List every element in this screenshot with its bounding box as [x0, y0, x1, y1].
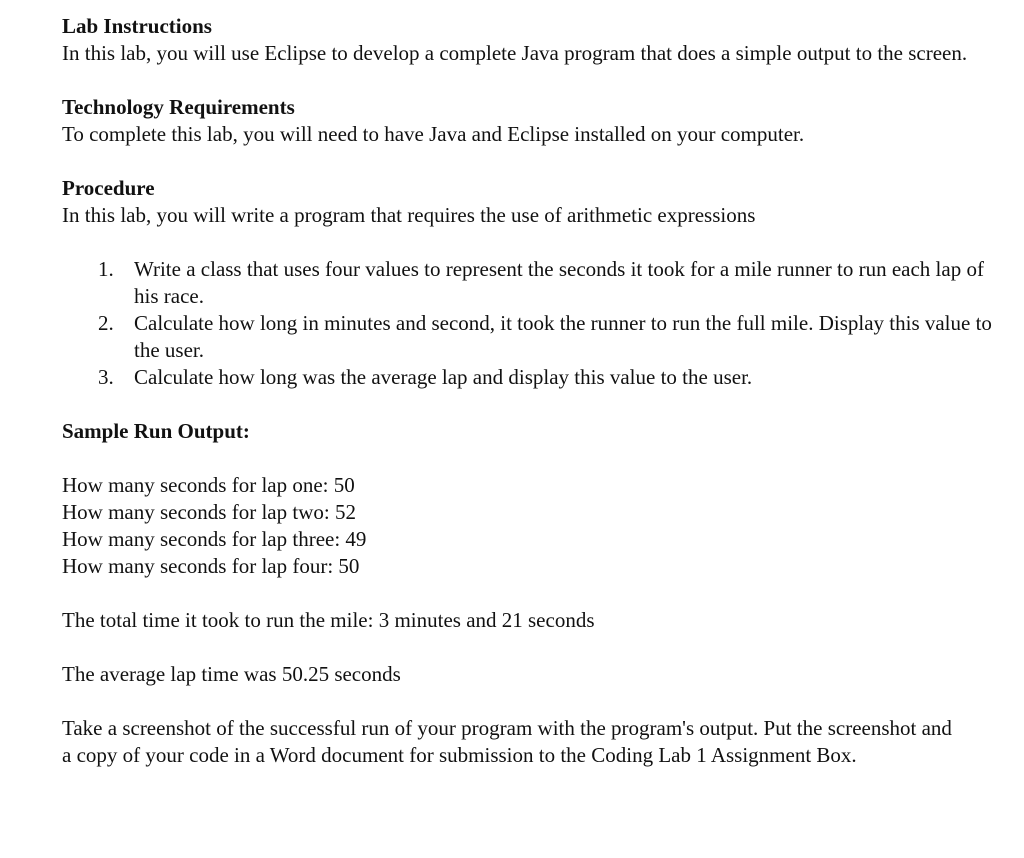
- sample-run-section: [62, 418, 1002, 688]
- technology-text: To complete this lab, you will need to have Java and Eclipse installed on your computer.: [62, 122, 805, 146]
- sample-run-line: How many seconds for lap two: 52: [62, 500, 356, 524]
- step-number: 3.: [98, 365, 114, 389]
- procedure-step: [62, 310, 1002, 364]
- sample-run-heading: Sample Run Output:: [62, 419, 250, 443]
- document-page: [62, 13, 1002, 769]
- technology-heading: Technology Requirements: [62, 95, 295, 119]
- step-number: 2.: [98, 311, 114, 335]
- sample-run-line: How many seconds for lap four: 50: [62, 554, 360, 578]
- procedure-section: [62, 175, 1002, 391]
- lab-instructions-section: [62, 13, 1002, 67]
- procedure-steps: [62, 256, 1002, 391]
- procedure-text: In this lab, you will write a program that requires the use of arithmetic expressions: [62, 203, 756, 227]
- closing-text: Take a screenshot of the successful run of your program with the program's output. Put the screenshot and a copy of your code in a Word document for submission to the Coding Lab 1 Assignment Box.: [62, 716, 952, 767]
- lab-instructions-heading: Lab Instructions: [62, 14, 212, 38]
- procedure-heading: Procedure: [62, 176, 155, 200]
- sample-run-line: How many seconds for lap three: 49: [62, 527, 367, 551]
- procedure-step: [62, 364, 1002, 391]
- lab-instructions-text: In this lab, you will use Eclipse to develop a complete Java program that does a simple output to the screen.: [62, 41, 968, 65]
- sample-run-line: How many seconds for lap one: 50: [62, 473, 355, 497]
- technology-section: [62, 94, 1002, 148]
- step-text: Calculate how long was the average lap and display this value to the user.: [134, 365, 753, 389]
- sample-run-average: The average lap time was 50.25 seconds: [62, 662, 401, 686]
- step-text: Write a class that uses four values to represent the seconds it took for a mile runner to run each lap of his race.: [134, 257, 984, 308]
- closing-section: [62, 715, 1002, 769]
- step-number: 1.: [98, 257, 114, 281]
- step-text: Calculate how long in minutes and second, it took the runner to run the full mile. Display this value to the user.: [134, 311, 992, 362]
- procedure-step: [62, 256, 1002, 310]
- sample-run-total: The total time it took to run the mile: 3 minutes and 21 seconds: [62, 608, 595, 632]
